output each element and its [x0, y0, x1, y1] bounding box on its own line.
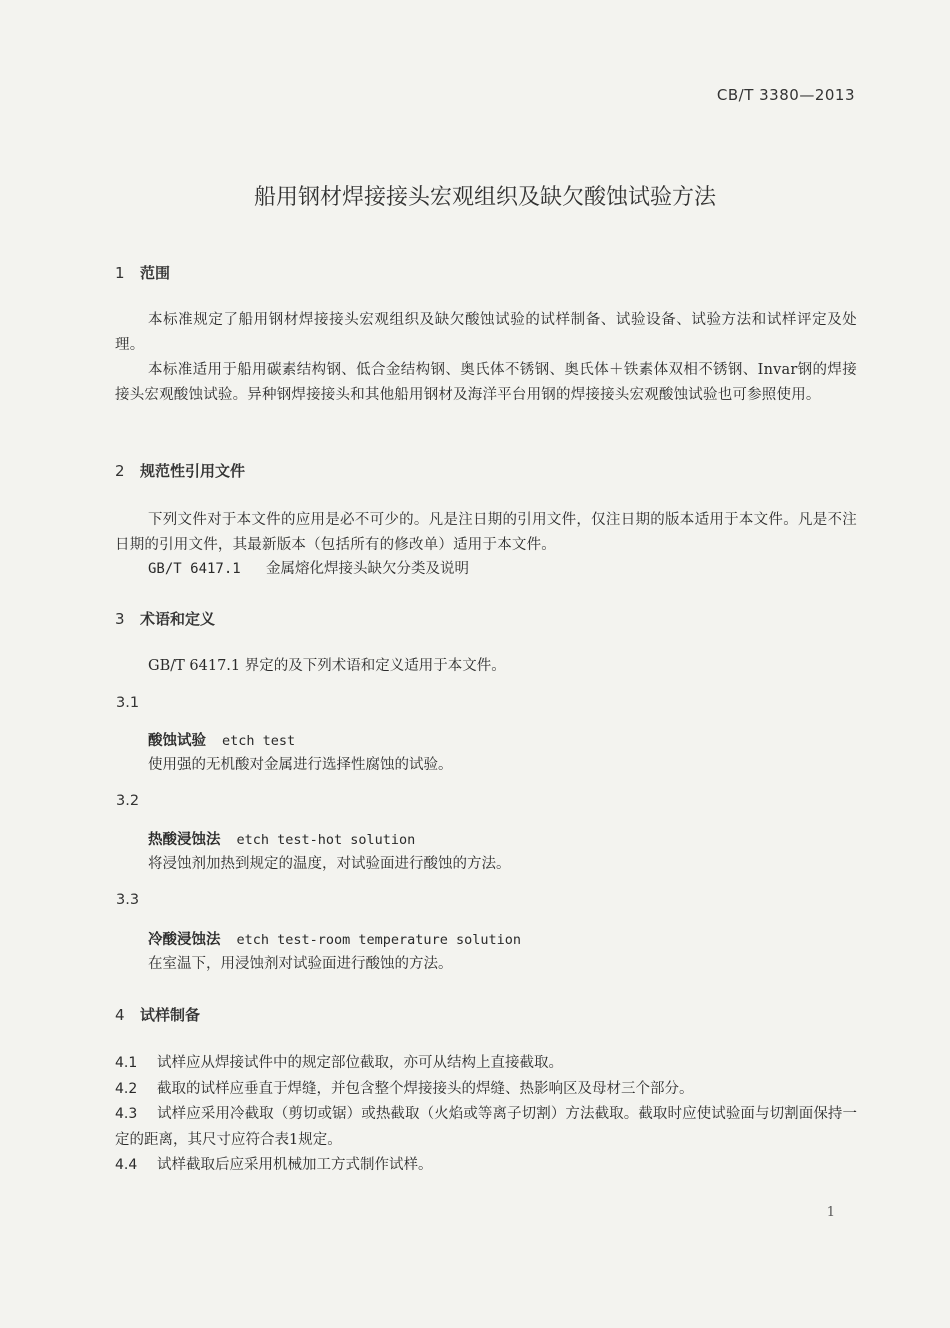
term-chinese: 热酸浸蚀法 — [148, 832, 221, 848]
section-title: 范围 — [140, 264, 171, 282]
term-english: etch test — [222, 733, 296, 749]
term-number: 3.1 — [116, 695, 140, 711]
section-4-heading — [115, 1004, 200, 1025]
reference-code: GB/T 6417.1 — [148, 561, 241, 577]
clause-text: 试样应从焊接试件中的规定部位截取，亦可从结构上直接截取。 — [157, 1055, 563, 1071]
section-1-heading — [115, 262, 170, 283]
standard-code: CB/T 3380—2013 — [716, 86, 855, 104]
clause-text: 截取的试样应垂直于焊缝，并包含整个焊接接头的焊缝、热影响区及母材三个部分。 — [157, 1081, 694, 1097]
term-entry — [148, 729, 295, 750]
term-english: etch test-room temperature solution — [236, 932, 521, 948]
section-number: 1 — [115, 264, 125, 282]
clause-text: 试样应采用冷截取（剪切或锯）或热截取（火焰或等离子切割）方法截取。截取时应使试验面与切割面保持一定的距离，其尺寸应符合表1规定。 — [115, 1106, 857, 1148]
clause-item — [115, 1152, 857, 1178]
clause-item — [115, 1101, 857, 1153]
clause-item — [115, 1076, 857, 1102]
section-1-paragraph-1: 本标准规定了船用钢材焊接接头宏观组织及缺欠酸蚀试验的试样制备、试验设备、试验方法和试样评定及处理。 — [115, 312, 857, 353]
term-number: 3.3 — [116, 892, 140, 908]
term-chinese: 冷酸浸蚀法 — [148, 932, 221, 948]
clause-number: 4.1 — [115, 1055, 138, 1071]
clause-item — [115, 1050, 857, 1076]
section-2-heading — [115, 460, 245, 481]
section-3-heading — [115, 608, 215, 629]
term-entry — [148, 828, 415, 849]
clause-text: 试样截取后应采用机械加工方式制作试样。 — [157, 1157, 433, 1173]
normative-reference — [148, 557, 469, 582]
clause-number: 4.4 — [115, 1157, 138, 1173]
section-1-paragraph-2: 本标准适用于船用碳素结构钢、低合金结构钢、奥氏体不锈钢、奥氏体＋铁素体双相不锈钢、Invar钢的焊接接头宏观酸蚀试验。异种钢焊接接头和其他船用钢材及海洋平台用钢的焊接接头宏观酸蚀试验也可参照使用。 — [115, 362, 857, 403]
document-title: 船用钢材焊接接头宏观组织及缺欠酸蚀试验方法 — [253, 185, 716, 210]
section-number: 2 — [115, 462, 125, 480]
section-title: 规范性引用文件 — [140, 462, 246, 480]
page-number: 1 — [826, 1205, 835, 1220]
term-definition: 在室温下，用浸蚀剂对试验面进行酸蚀的方法。 — [148, 956, 453, 972]
reference-title: 金属熔化焊接头缺欠分类及说明 — [266, 561, 469, 577]
term-entry — [148, 928, 521, 949]
section-2-paragraph-1: 下列文件对于本文件的应用是必不可少的。凡是注日期的引用文件，仅注日期的版本适用于本文件。凡是不注日期的引用文件，其最新版本（包括所有的修改单）适用于本文件。 — [115, 512, 857, 553]
section-title: 试样制备 — [140, 1006, 201, 1024]
term-chinese: 酸蚀试验 — [148, 733, 206, 749]
clause-number: 4.3 — [115, 1106, 138, 1122]
clause-number: 4.2 — [115, 1081, 138, 1097]
term-english: etch test-hot solution — [236, 832, 416, 848]
section-number: 3 — [115, 610, 125, 628]
section-title: 术语和定义 — [140, 610, 216, 628]
term-number: 3.2 — [116, 793, 140, 809]
section-number: 4 — [115, 1006, 125, 1024]
section-3-intro: GB/T 6417.1 界定的及下列术语和定义适用于本文件。 — [148, 658, 506, 674]
term-definition: 将浸蚀剂加热到规定的温度，对试验面进行酸蚀的方法。 — [148, 856, 511, 872]
term-definition: 使用强的无机酸对金属进行选择性腐蚀的试验。 — [148, 757, 453, 773]
